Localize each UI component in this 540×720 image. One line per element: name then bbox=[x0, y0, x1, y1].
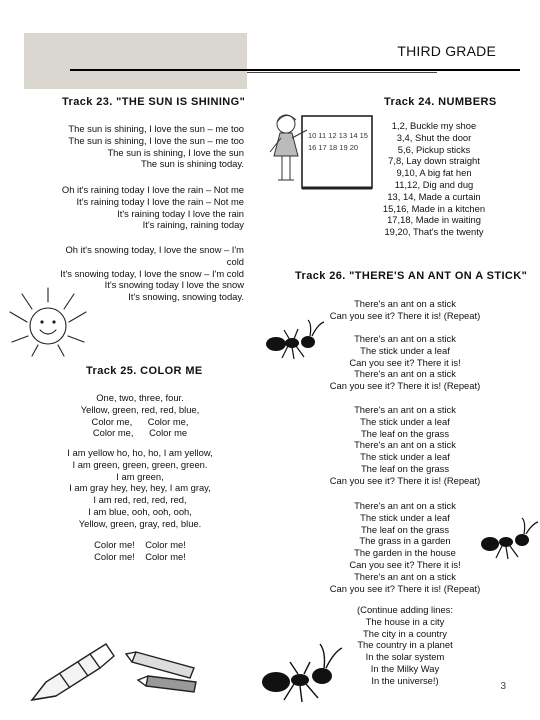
verse-line: The country in a planet bbox=[357, 639, 453, 651]
verse-line: Yellow, green, gray, red, blue. bbox=[78, 517, 202, 529]
verse-line: The city in a country bbox=[363, 627, 447, 639]
track-23-title: Track 23. "THE SUN IS SHINING" bbox=[62, 96, 246, 108]
verse-line: Color me, Color me, bbox=[91, 415, 189, 427]
ant-icon bbox=[262, 318, 328, 362]
verse-line: Yellow, green, red, red, blue, bbox=[80, 403, 200, 415]
verse-line: The leaf on the grass bbox=[360, 462, 450, 474]
verse-line: Oh it's snowing today, I love the snow – I'm bbox=[65, 244, 244, 255]
page-title: THIRD GRADE bbox=[397, 43, 496, 59]
ant-icon bbox=[258, 640, 350, 704]
track-26-stanza-2 bbox=[300, 333, 510, 392]
verse-line: 13, 14, Made a curtain bbox=[387, 190, 481, 202]
verse-line: The sun is shining today. bbox=[140, 158, 244, 170]
verse-line: cold bbox=[226, 255, 244, 267]
verse-line: 19,20, That's the twenty bbox=[384, 226, 484, 238]
chalkboard-numbers-row-1: 10 11 12 13 14 15 bbox=[308, 131, 368, 140]
verse-line: The leaf on the grass bbox=[360, 523, 450, 535]
verse-line: In the universe!) bbox=[371, 674, 439, 686]
track-26-stanza-3 bbox=[300, 404, 510, 487]
header-rule bbox=[70, 69, 520, 71]
verse-line: I am yellow ho, ho, ho, I am yellow, bbox=[67, 447, 213, 458]
verse-line: The garden in the house bbox=[354, 547, 456, 559]
verse-line: There's an ant on a stick bbox=[354, 368, 456, 380]
verse-line: One, two, three, four. bbox=[96, 392, 184, 403]
verse-line: Oh it's raining today I love the rain – Not me bbox=[61, 184, 244, 195]
verse-line: It's snowing, snowing today. bbox=[128, 291, 244, 303]
verse-line: The house in a city bbox=[365, 615, 445, 627]
verse-line: (Continue adding lines: bbox=[357, 604, 453, 615]
verse-line: I am green, bbox=[116, 470, 164, 482]
verse-line: The stick under a leaf bbox=[360, 451, 450, 463]
verse-line: There's an ant on a stick bbox=[354, 298, 456, 309]
verse-line: 3,4, Shut the door bbox=[396, 131, 472, 143]
track-25-title: Track 25. COLOR ME bbox=[86, 365, 203, 377]
page-number: 3 bbox=[500, 681, 506, 692]
track-23-stanza-1 bbox=[68, 123, 244, 170]
verse-line: The stick under a leaf bbox=[360, 415, 450, 427]
verse-line: There's an ant on a stick bbox=[354, 404, 456, 415]
verse-line: Can you see it? There it is! (Repeat) bbox=[329, 474, 481, 486]
track-24-verse bbox=[364, 120, 504, 238]
verse-line: I am red, red, red, red, bbox=[93, 494, 187, 506]
verse-line: 17,18, Made in waiting bbox=[387, 214, 481, 226]
verse-line: There's an ant on a stick bbox=[354, 570, 456, 582]
verse-line: Color me, Color me bbox=[92, 427, 188, 439]
verse-line: I am blue, ooh, ooh, ooh, bbox=[88, 505, 192, 517]
verse-line: It's snowing today I love the snow bbox=[104, 279, 244, 291]
verse-line: The sun is shining, I love the sun bbox=[107, 146, 244, 158]
ant-icon bbox=[478, 516, 540, 562]
verse-line: The stick under a leaf bbox=[360, 344, 450, 356]
verse-line: Color me! Color me! bbox=[94, 539, 186, 550]
verse-line: The leaf on the grass bbox=[360, 427, 450, 439]
verse-line: There's an ant on a stick bbox=[354, 500, 456, 511]
track-26-stanza-1 bbox=[300, 298, 510, 322]
header-rule-secondary bbox=[247, 72, 437, 73]
verse-line: Can you see it? There it is! (Repeat) bbox=[329, 582, 481, 594]
verse-line: 9,10, A big fat hen bbox=[396, 167, 472, 179]
track-25-stanza-1 bbox=[40, 392, 240, 439]
verse-line: Can you see it? There it is! bbox=[349, 558, 461, 570]
verse-line: There's an ant on a stick bbox=[354, 439, 456, 451]
verse-line: 1,2, Buckle my shoe bbox=[391, 120, 477, 131]
page-tab-shading bbox=[24, 33, 247, 89]
verse-line: The stick under a leaf bbox=[360, 511, 450, 523]
verse-line: Color me! Color me! bbox=[94, 550, 186, 562]
chalkboard-numbers-row-2: 16 17 18 19 20 bbox=[308, 143, 359, 152]
verse-line: I am gray hey, hey, hey, I am gray, bbox=[69, 482, 211, 494]
crayon-icon bbox=[26, 618, 206, 710]
track-26-title: Track 26. "THERE'S AN ANT ON A STICK" bbox=[295, 270, 528, 282]
verse-line: The sun is shining, I love the sun – me too bbox=[68, 134, 244, 146]
verse-line: 11,12, Dig and dug bbox=[394, 178, 474, 190]
verse-line: It's raining today I love the rain bbox=[117, 207, 244, 219]
verse-line: 7,8, Lay down straight bbox=[388, 155, 480, 167]
verse-line: In the Milky Way bbox=[370, 662, 440, 674]
track-25-stanza-3 bbox=[40, 539, 240, 563]
verse-line: It's raining today I love the rain – Not me bbox=[76, 195, 244, 207]
verse-line: I am green, green, green, green. bbox=[72, 458, 208, 470]
verse-line: 5,6, Pickup sticks bbox=[397, 143, 471, 155]
verse-line: 15,16, Made in a kitchen bbox=[382, 202, 486, 214]
verse-line: There's an ant on a stick bbox=[354, 333, 456, 344]
sun-icon bbox=[2, 282, 94, 362]
verse-line: It's snowing today, I love the snow – I'm cold bbox=[60, 267, 244, 279]
verse-line: Can you see it? There it is! (Repeat) bbox=[329, 380, 481, 392]
girl-at-chalkboard-icon bbox=[252, 100, 376, 260]
verse-line: The sun is shining, I love the sun – me too bbox=[68, 123, 244, 134]
verse-line: It's raining, raining today bbox=[142, 219, 244, 231]
verse-line: The grass in a garden bbox=[359, 535, 451, 547]
track-23-stanza-2 bbox=[62, 184, 244, 231]
track-25-stanza-2 bbox=[40, 447, 240, 530]
verse-line: In the solar system bbox=[365, 651, 445, 663]
verse-line: Can you see it? There it is! bbox=[349, 356, 461, 368]
verse-line: Can you see it? There it is! (Repeat) bbox=[329, 309, 481, 321]
track-24-title: Track 24. NUMBERS bbox=[384, 96, 497, 108]
